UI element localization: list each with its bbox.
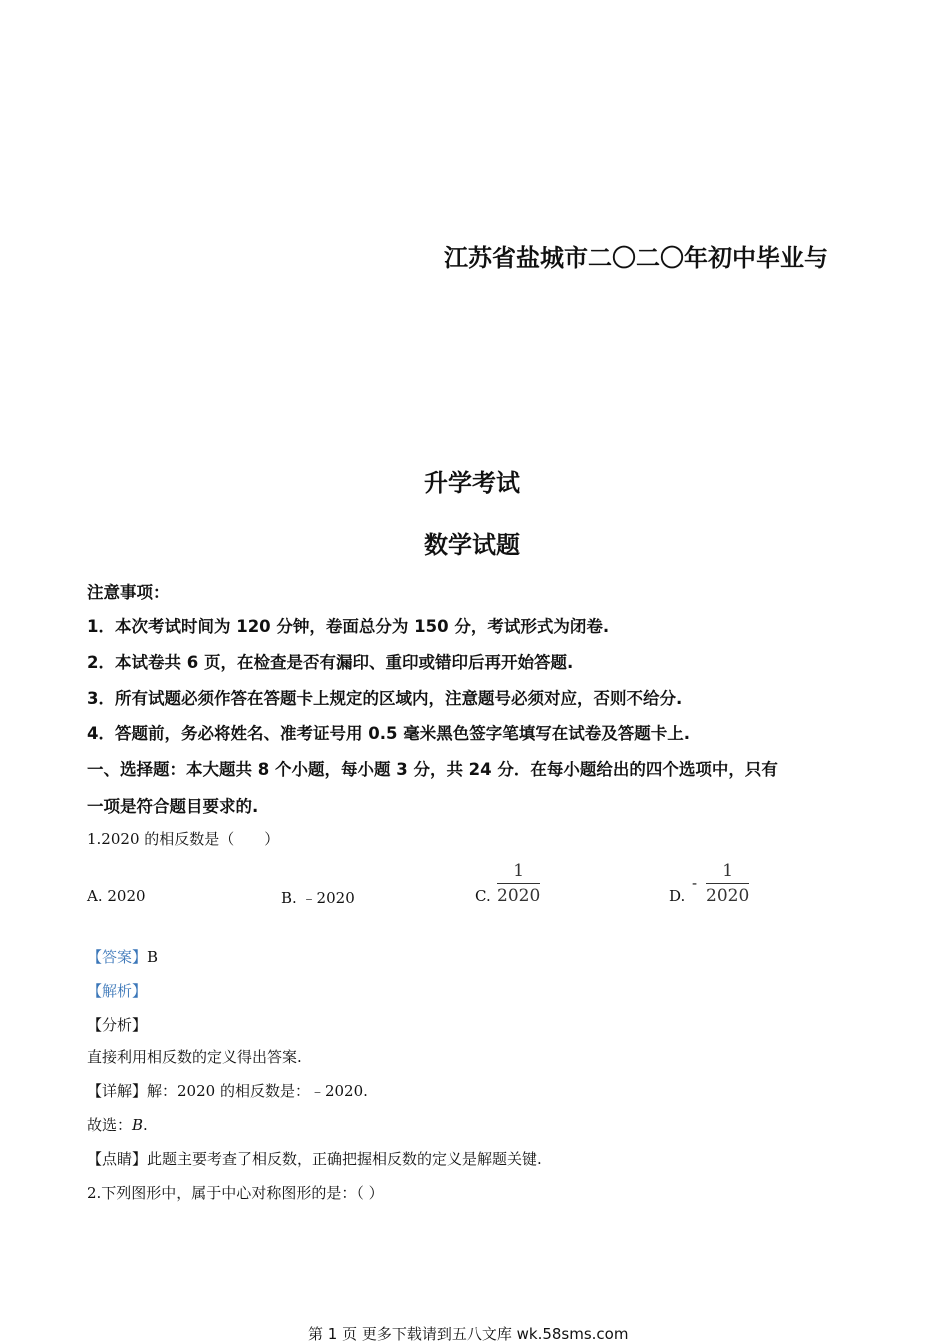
fraction-denominator: 2020 — [497, 883, 540, 906]
comment-text: 【点睛】此题主要考查了相反数，正确把握相反数的定义是解题关键. — [87, 1150, 542, 1168]
document-subject: 数学试题 — [424, 531, 520, 559]
question-1-option-d-fraction — [706, 861, 749, 906]
notice-item-1: 1．本次考试时间为 120 分钟，卷面总分为 150 分，考试形式为闭卷. — [87, 617, 610, 636]
notice-item-2: 2．本试卷共 6 页，在检查是否有漏印、重印或错印后再开始答题. — [87, 653, 574, 672]
section-heading-line2: 一项是符合题目要求的. — [87, 797, 259, 816]
analysis-tag: 【解析】 — [87, 982, 148, 1000]
answer-value: B — [147, 948, 159, 966]
question-1-option-c-fraction — [497, 861, 540, 906]
choose-suffix: . — [143, 1116, 148, 1134]
document-subtitle: 升学考试 — [424, 469, 520, 497]
question-1-stem: 1.2020 的相反数是（ ） — [87, 830, 280, 848]
notice-item-3: 3．所有试题必须作答在答题卡上规定的区域内，注意题号必须对应，否则不给分. — [87, 689, 683, 708]
question-1-option-b: B. ﹣2020 — [281, 889, 355, 907]
choose-value: B — [132, 1116, 144, 1134]
question-1-option-d-sign: - — [692, 874, 698, 892]
choose-line — [87, 1114, 148, 1135]
answer-line — [87, 946, 158, 967]
fenxi-text: 直接利用相反数的定义得出答案. — [87, 1048, 302, 1066]
notice-heading: 注意事项： — [87, 583, 170, 602]
question-1-option-a: A. 2020 — [87, 887, 146, 905]
question-1-option-c-label: C. — [475, 887, 491, 905]
notice-item-4: 4．答题前，务必将姓名、准考证号用 0.5 毫米黑色签字笔填写在试卷及答题卡上. — [87, 724, 690, 743]
fraction-numerator: 1 — [722, 861, 734, 881]
fenxi-tag: 【分析】 — [87, 1016, 148, 1034]
fraction-numerator: 1 — [513, 861, 525, 881]
question-2-stem: 2.下列图形中，属于中心对称图形的是：（ ） — [87, 1184, 384, 1202]
document-title: 江苏省盐城市二〇二〇年初中毕业与 — [444, 244, 828, 272]
page-footer: 第 1 页 更多下载请到五八文库 wk.58sms.com — [308, 1325, 629, 1343]
section-heading-line1: 一、选择题：本大题共 8 个小题，每小题 3 分，共 24 分．在每小题给出的四个选项中，只有 — [87, 760, 778, 779]
question-1-option-d-label: D. — [669, 887, 686, 905]
fraction-denominator: 2020 — [706, 883, 749, 906]
answer-tag: 【答案】 — [87, 948, 148, 966]
choose-prefix: 故选： — [87, 1116, 133, 1134]
detail-text: 【详解】解：2020 的相反数是：﹣2020. — [87, 1082, 368, 1100]
